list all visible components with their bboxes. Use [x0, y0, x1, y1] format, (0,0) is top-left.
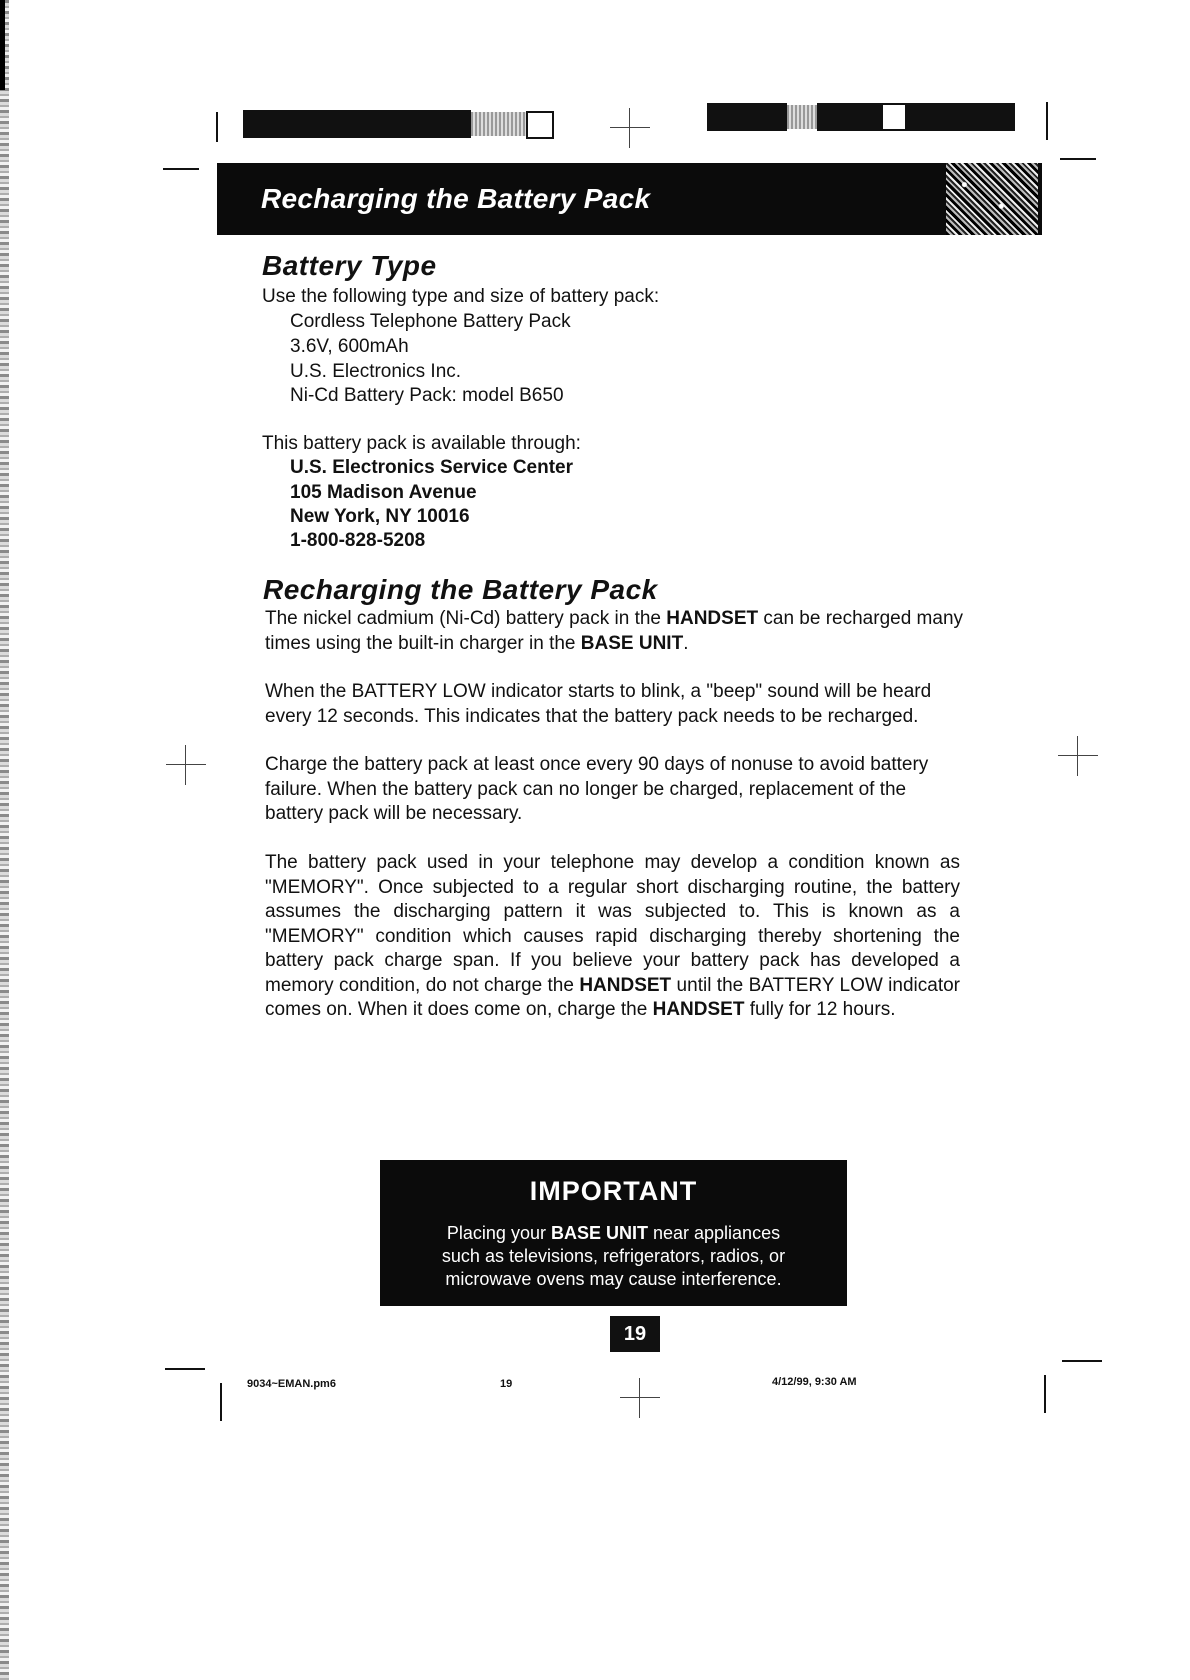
crosshair-mark: [610, 108, 650, 148]
crosshair-mark: [620, 1378, 660, 1418]
registration-bar: [905, 103, 1015, 131]
important-line: microwave ovens may cause interference.: [445, 1269, 782, 1289]
crop-mark: [163, 168, 199, 170]
important-line: such as televisions, refrigerators, radios, or: [441, 1246, 786, 1266]
battery-spec-item: U.S. Electronics Inc.: [290, 361, 462, 382]
crop-mark: [1046, 102, 1048, 140]
halftone-noise: [946, 163, 1038, 235]
recharging-paragraph-2: When the BATTERY LOW indicator starts to blink, a "beep" sound will be heard every 12 seconds. This indicates that the battery pack needs to be recharged.: [265, 681, 932, 727]
battery-type-heading: Battery Type: [262, 250, 437, 281]
registration-box: [881, 103, 907, 131]
address-line: U.S. Electronics Service Center: [290, 457, 574, 478]
crosshair-mark: [166, 745, 206, 785]
availability-text: This battery pack is available through:: [262, 433, 581, 454]
recharging-heading: Recharging the Battery Pack: [263, 574, 658, 605]
battery-spec-item: 3.6V, 600mAh: [290, 336, 409, 357]
footer-page: 19: [500, 1378, 513, 1390]
crosshair-mark: [1058, 736, 1098, 776]
important-heading: IMPORTANT: [529, 1176, 698, 1206]
footer-timestamp: 4/12/99, 9:30 AM: [772, 1376, 857, 1388]
registration-shade: [787, 105, 817, 129]
registration-bar: [243, 110, 471, 138]
page-title: Recharging the Battery Pack: [261, 183, 651, 214]
footer-filename: 9034~EMAN.pm6: [247, 1378, 336, 1390]
crop-mark: [1044, 1375, 1046, 1413]
recharging-paragraph-3: Charge the battery pack at least once every 90 days of nonuse to avoid battery failure. When the battery pack can no longer be charged, replacement of the battery pack will be necessary.: [265, 754, 929, 824]
battery-type-intro: Use the following type and size of battery pack:: [262, 286, 660, 307]
crop-mark: [165, 1368, 205, 1370]
crop-mark: [1062, 1360, 1102, 1362]
recharging-paragraph-4: The battery pack used in your telephone may develop a condition known as "MEMORY". Once subjected to a regular short discharging routine, the battery assumes the discharging pattern it was subjected to. This is known as a "MEMORY" condition which causes rapid discharging thereby shortening the battery pack charge span. If you believe your battery pack has developed a memory condition, do not charge the HANDSET until the BATTERY LOW indicator comes on. When it does come on, charge the HANDSET fully for 12 hours.: [265, 852, 960, 1020]
address-line: New York, NY 10016: [290, 506, 470, 527]
registration-box: [526, 111, 554, 139]
crop-mark: [220, 1383, 222, 1421]
battery-spec-item: Ni-Cd Battery Pack: model B650: [290, 385, 564, 406]
registration-bar: [707, 103, 787, 131]
battery-spec-item: Cordless Telephone Battery Pack: [290, 311, 571, 332]
page-number: 19: [610, 1316, 660, 1352]
address-line: 105 Madison Avenue: [290, 482, 477, 503]
scan-edge-mark: [0, 0, 5, 90]
phone-number: 1-800-828-5208: [290, 530, 426, 551]
registration-shade: [471, 112, 526, 136]
important-notice: [380, 1160, 847, 1306]
registration-bar: [817, 103, 881, 131]
crop-mark: [1060, 158, 1096, 160]
crop-mark: [216, 112, 218, 142]
recharging-paragraph-1: The nickel cadmium (Ni-Cd) battery pack in the HANDSET can be recharged many times using the built-in charger in the BASE UNIT.: [265, 608, 964, 654]
title-bar: [217, 163, 1042, 235]
scan-edge: [0, 0, 9, 1680]
important-line: Placing your BASE UNIT near appliances: [446, 1223, 781, 1243]
